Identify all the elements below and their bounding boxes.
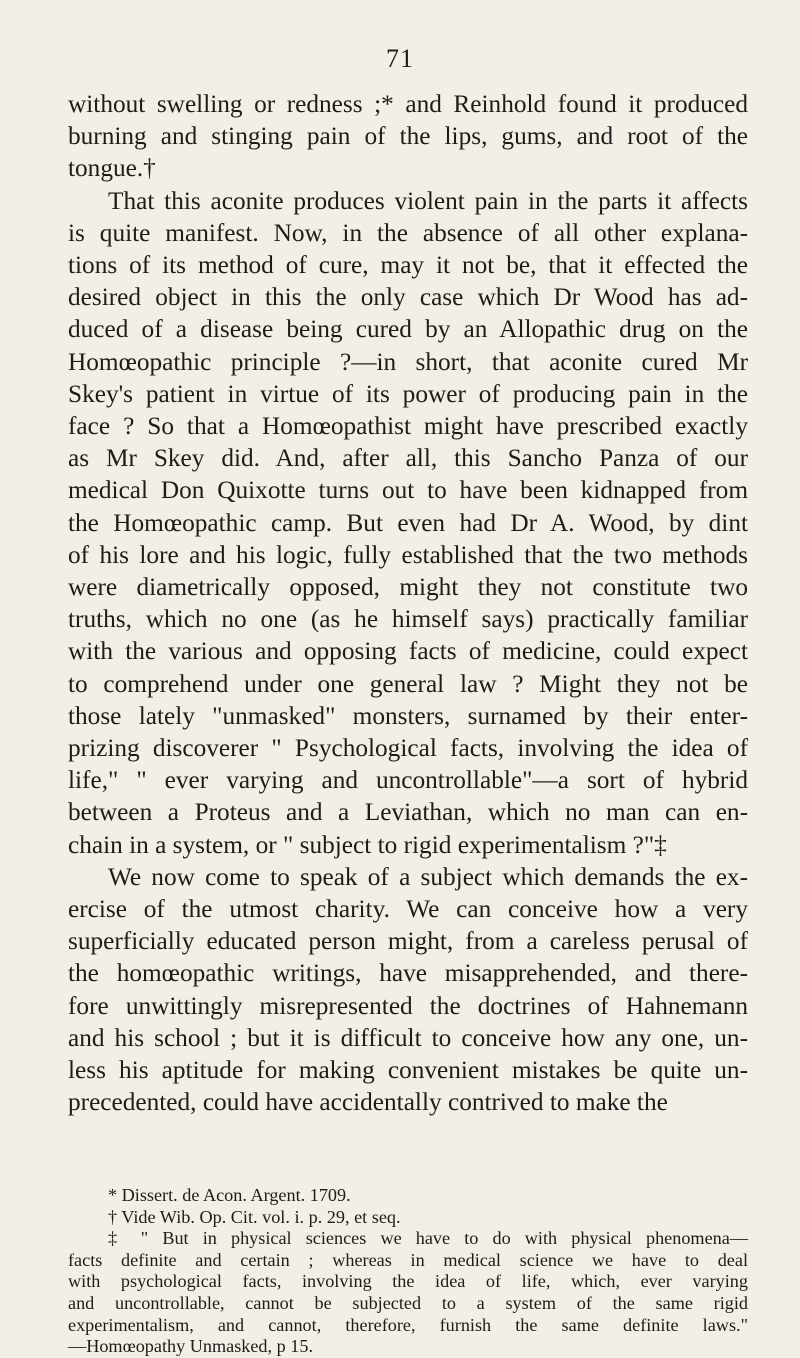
text-line: the homœopathic writings, have misapprehended, and there- bbox=[68, 959, 748, 988]
text-line: the Homœopathic camp. But even had Dr A. Wood, by dint bbox=[68, 508, 748, 537]
footnote-line: † Vide Wib. Op. Cit. vol. i. p. 29, et seq. bbox=[108, 1206, 401, 1227]
paragraph bbox=[68, 185, 748, 861]
text-line: chain in a system, or " subject to rigid experimentalism ?"‡ bbox=[68, 830, 667, 859]
text-line: life," " ever varying and uncontrollable"—a sort of hybrid bbox=[68, 766, 748, 795]
text-line: face ? So that a Homœopathist might have prescribed exactly bbox=[68, 412, 748, 441]
text-line: as Mr Skey did. And, after all, this Sancho Panza of our bbox=[68, 444, 748, 473]
text-line: superficially educated person might, from a careless perusal of bbox=[68, 927, 748, 956]
text-line: between a Proteus and a Leviathan, which no man can en- bbox=[68, 798, 748, 827]
text-line: is quite manifest. Now, in the absence of all other explana- bbox=[68, 218, 748, 247]
footnote-line: * Dissert. de Acon. Argent. 1709. bbox=[108, 1185, 351, 1205]
text-line: fore unwittingly misrepresented the doctrines of Hahnemann bbox=[68, 991, 748, 1020]
footnote-line: —Homœopathy Unmasked, p 15. bbox=[68, 1336, 313, 1357]
text-line: ercise of the utmost charity. We can conceive how a very bbox=[68, 895, 748, 924]
paragraph bbox=[68, 88, 748, 185]
footnotes bbox=[68, 1185, 748, 1358]
text-line: to comprehend under one general law ? Might they not be bbox=[68, 669, 748, 698]
text-line: with the various and opposing facts of medicine, could expect bbox=[68, 637, 748, 666]
footnote bbox=[68, 1228, 748, 1358]
footnote bbox=[68, 1207, 748, 1229]
text-line: tongue.† bbox=[68, 154, 156, 183]
text-line: those lately "unmasked" monsters, surnamed by their enter- bbox=[68, 701, 748, 730]
page-number: 71 bbox=[386, 44, 414, 73]
footnote-line: and uncontrollable, cannot be subjected to a system of the same rigid bbox=[68, 1292, 748, 1313]
footnote-line: facts definite and certain ; whereas in medical science we have to deal bbox=[68, 1249, 748, 1270]
text-line: without swelling or redness ;* and Reinhold found it produced bbox=[68, 90, 748, 118]
body-text bbox=[68, 88, 748, 1119]
text-line: medical Don Quixotte turns out to have been kidnapped from bbox=[68, 476, 748, 505]
text-line: desired object in this the only case which Dr Wood has ad- bbox=[68, 283, 748, 312]
text-line: less his aptitude for making convenient mistakes be quite un- bbox=[68, 1056, 748, 1085]
footnote-line: with psychological facts, involving the idea of life, which, ever varying bbox=[68, 1271, 748, 1292]
footnote-line: ‡ " But in physical sciences we have to do with physical phenomena— bbox=[108, 1228, 748, 1249]
text-line: Homœopathic principle ?—in short, that aconite cured Mr bbox=[68, 347, 748, 376]
text-line: Skey's patient in virtue of its power of producing pain in the bbox=[68, 379, 748, 408]
text-line: We now come to speak of a subject which demands the ex- bbox=[108, 862, 748, 891]
footnote bbox=[68, 1185, 748, 1207]
footnote-line: experimentalism, and cannot, therefore, furnish the same definite laws." bbox=[68, 1314, 748, 1335]
text-line: That this aconite produces violent pain in the parts it affects bbox=[108, 186, 748, 215]
text-line: were diametrically opposed, might they not constitute two bbox=[68, 573, 748, 602]
text-line: and his school ; but it is difficult to conceive how any one, un- bbox=[68, 1023, 748, 1052]
text-line: prizing discoverer " Psychological facts, involving the idea of bbox=[68, 734, 748, 763]
paragraph bbox=[68, 861, 748, 1119]
text-line: duced of a disease being cured by an Allopathic drug on the bbox=[68, 315, 748, 344]
text-line: of his lore and his logic, fully established that the two methods bbox=[68, 540, 748, 569]
text-line: burning and stinging pain of the lips, gums, and root of the bbox=[68, 122, 748, 151]
text-line: truths, which no one (as he himself says) practically familiar bbox=[68, 605, 748, 634]
text-line: tions of its method of cure, may it not be, that it effected the bbox=[68, 251, 748, 280]
text-line: precedented, could have accidentally contrived to make the bbox=[68, 1088, 668, 1117]
